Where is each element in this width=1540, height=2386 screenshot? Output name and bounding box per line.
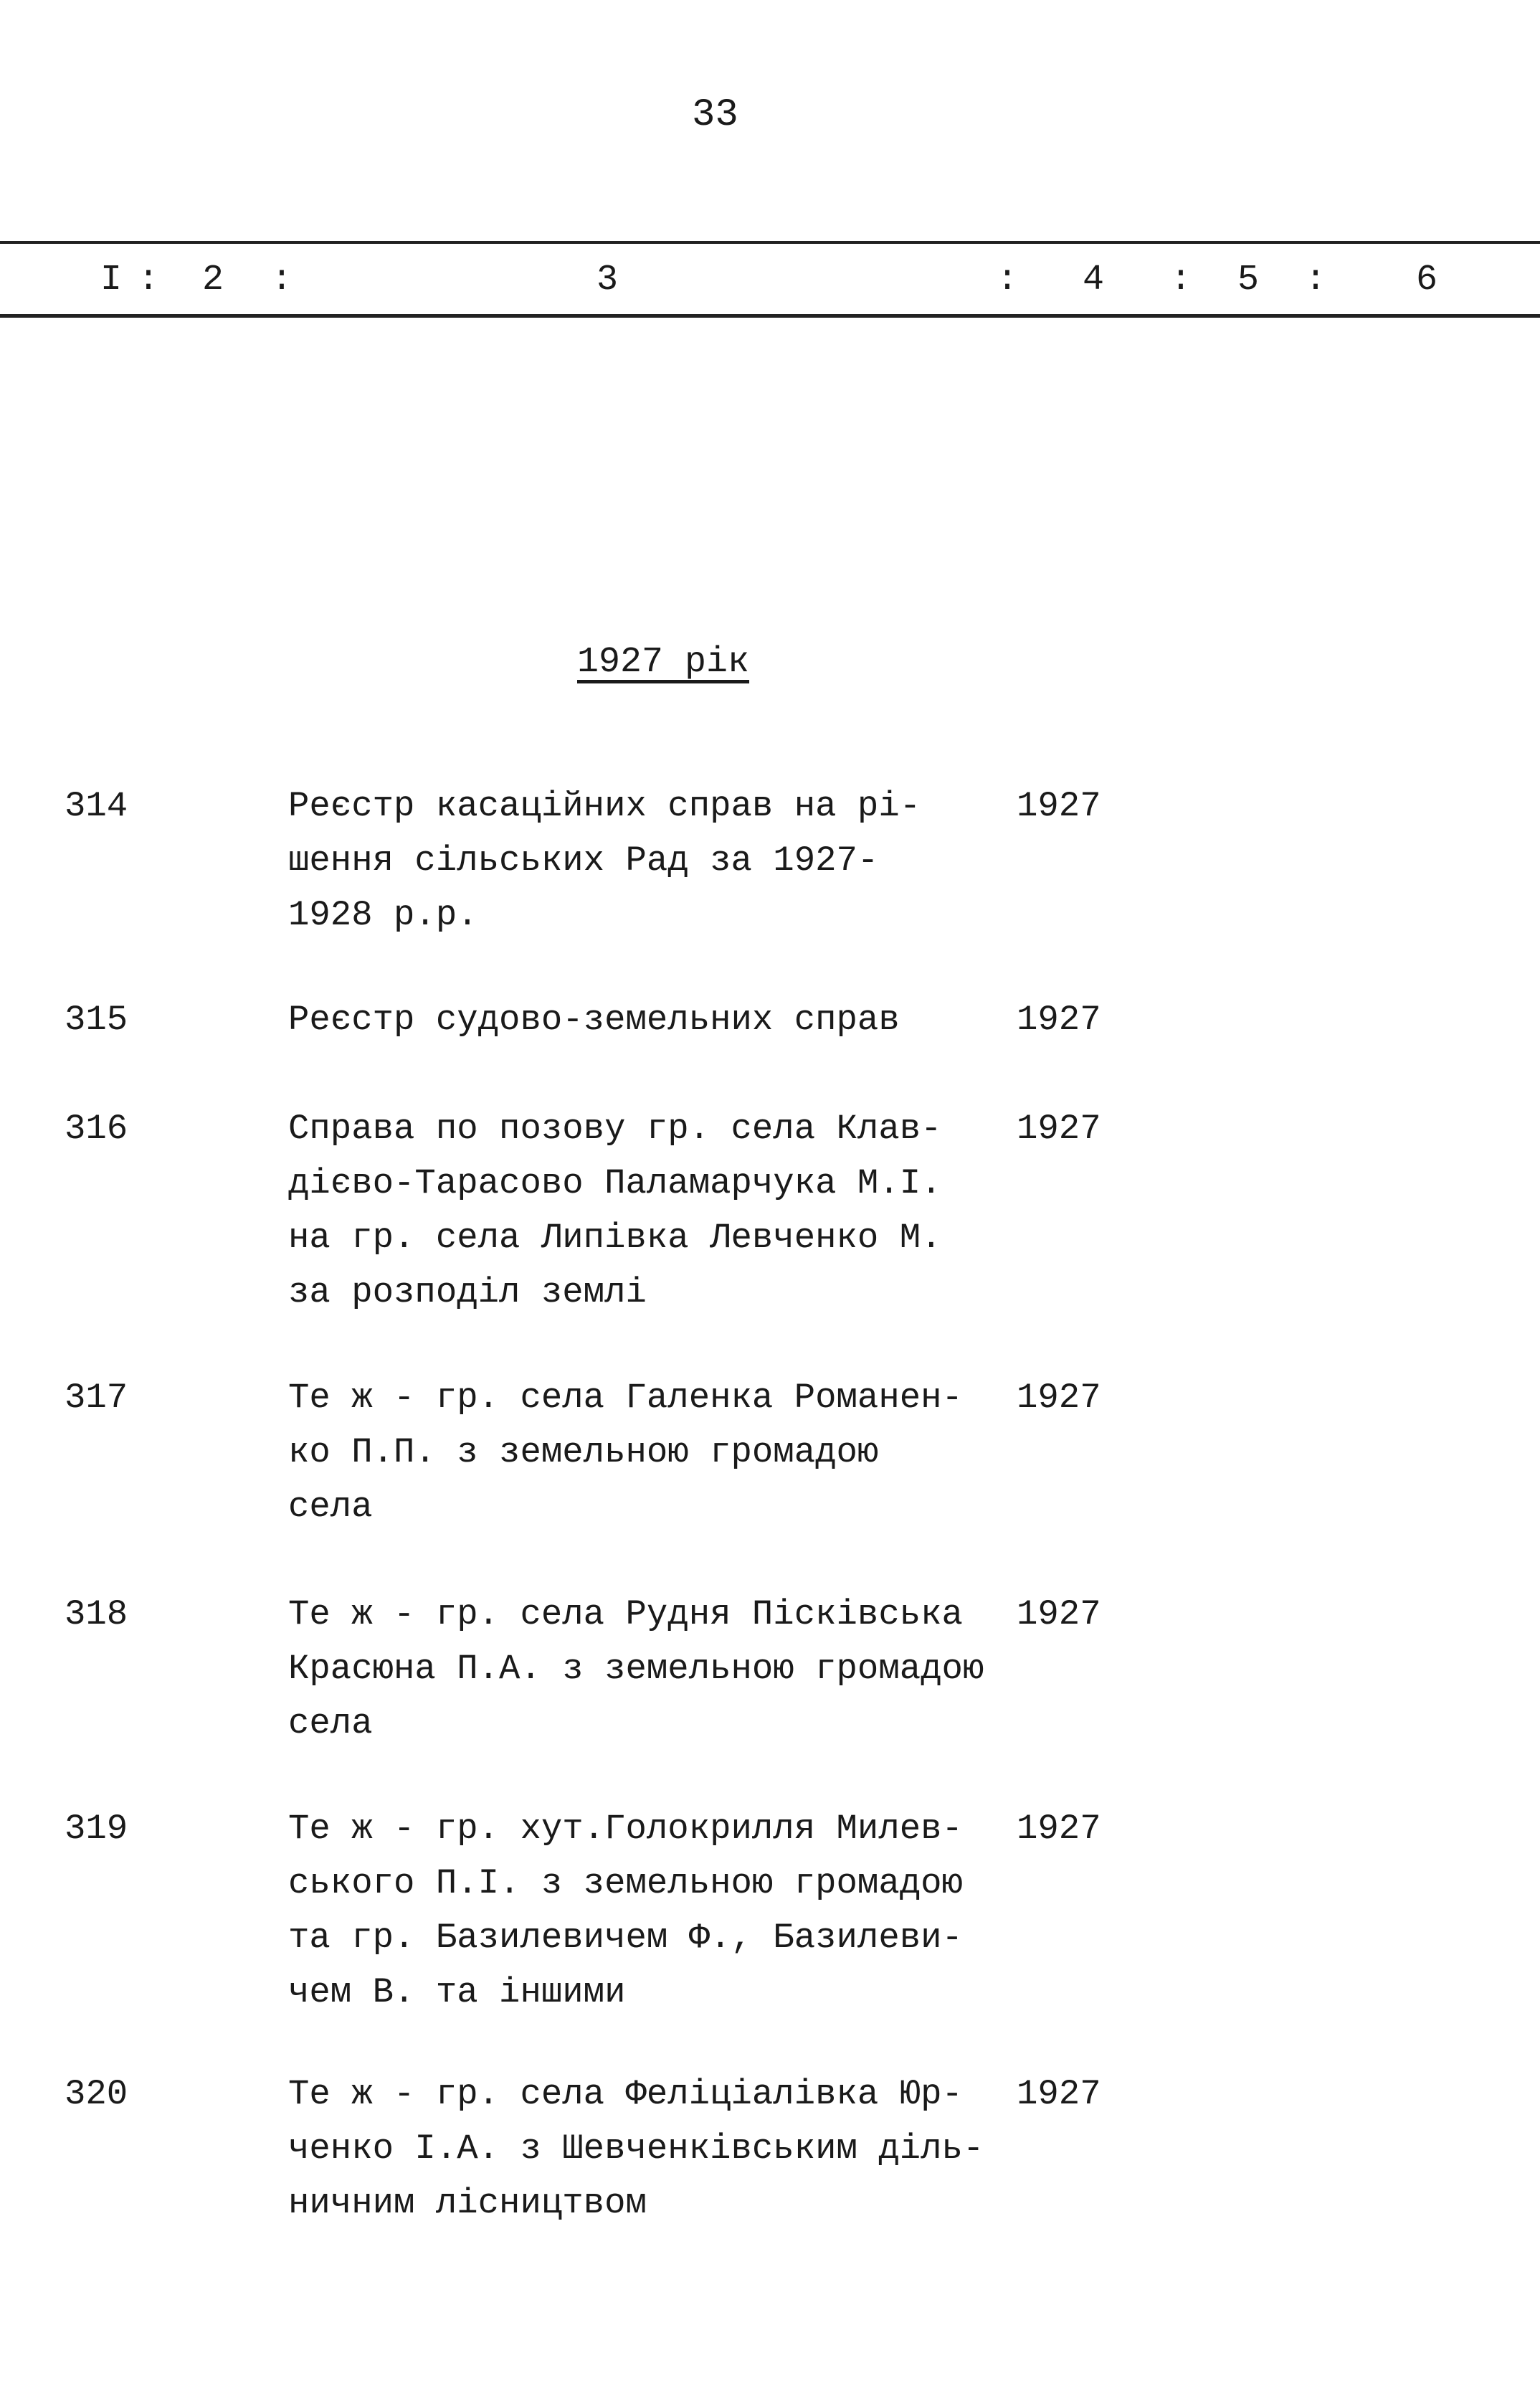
description-line: дієво-Тарасово Паламарчука М.І.	[288, 1163, 942, 1203]
description-line: ського П.І. з земельною громадою	[288, 1863, 963, 1903]
column-header-1: I	[100, 260, 123, 300]
description-line: Реєстр касаційних справ на рі-	[288, 786, 921, 826]
description-line: та гр. Базилевичем Ф., Базилеви-	[288, 1918, 963, 1958]
description-line: ко П.П. з земельною громадою	[288, 1432, 879, 1472]
entry-number: 320	[65, 2074, 128, 2114]
column-separator: :	[138, 260, 160, 300]
description-line: чем В. та іншими	[288, 1972, 626, 2012]
column-header-4: 4	[1083, 260, 1105, 300]
entry-number: 318	[65, 1594, 128, 1634]
description-line: Те ж - гр. села Феліціалівка Юр-	[288, 2074, 963, 2114]
entry-number: 317	[65, 1378, 128, 1418]
entry-year: 1927	[1017, 2074, 1101, 2114]
entry-description	[288, 993, 900, 1047]
description-line: Те ж - гр. хут.Голокрилля Милев-	[288, 1809, 963, 1849]
description-line: Красюна П.А. з земельною громадою	[288, 1649, 984, 1689]
column-separator: :	[1170, 260, 1192, 300]
description-line: на гр. села Липівка Левченко М.	[288, 1218, 942, 1258]
entry-number: 319	[65, 1809, 128, 1849]
entry-description	[288, 1370, 963, 1534]
column-separator: :	[1305, 260, 1327, 300]
entry-number: 314	[65, 786, 128, 826]
description-line: Справа по позову гр. села Клав-	[288, 1109, 942, 1149]
entry-description	[288, 779, 921, 942]
description-line: села	[288, 1487, 373, 1527]
entry-number: 316	[65, 1109, 128, 1149]
entry-year: 1927	[1017, 1109, 1101, 1149]
description-line: 1928 р.р.	[288, 895, 478, 935]
column-header-5: 5	[1237, 260, 1260, 300]
section-title: 1927 рік	[577, 642, 750, 683]
entry-description	[288, 2067, 984, 2230]
header-bottom-rule	[0, 314, 1540, 318]
description-line: шення сільських Рад за 1927-	[288, 841, 879, 881]
entry-year: 1927	[1017, 1378, 1101, 1418]
entry-year: 1927	[1017, 1809, 1101, 1849]
column-header-2: 2	[202, 260, 224, 300]
description-line: Реєстр судово-земельних справ	[288, 1000, 900, 1040]
description-line: ничним лісництвом	[288, 2183, 647, 2223]
entry-year: 1927	[1017, 1594, 1101, 1634]
entry-description	[288, 1802, 963, 2020]
column-separator: :	[271, 260, 293, 300]
header-top-rule	[0, 241, 1540, 244]
description-line: ченко І.А. з Шевченківським діль-	[288, 2129, 984, 2169]
column-header-3: 3	[596, 260, 619, 300]
description-line: Те ж - гр. села Рудня Пісківська	[288, 1594, 963, 1634]
description-line: за розподіл землі	[288, 1272, 647, 1312]
entry-description	[288, 1102, 942, 1320]
column-separator: :	[997, 260, 1019, 300]
entry-number: 315	[65, 1000, 128, 1040]
description-line: Те ж - гр. села Галенка Романен-	[288, 1378, 963, 1418]
entry-year: 1927	[1017, 1000, 1101, 1040]
entry-year: 1927	[1017, 786, 1101, 826]
page-number: 33	[692, 93, 738, 137]
description-line: села	[288, 1703, 373, 1743]
column-header-6: 6	[1416, 260, 1438, 300]
entry-description	[288, 1587, 984, 1751]
